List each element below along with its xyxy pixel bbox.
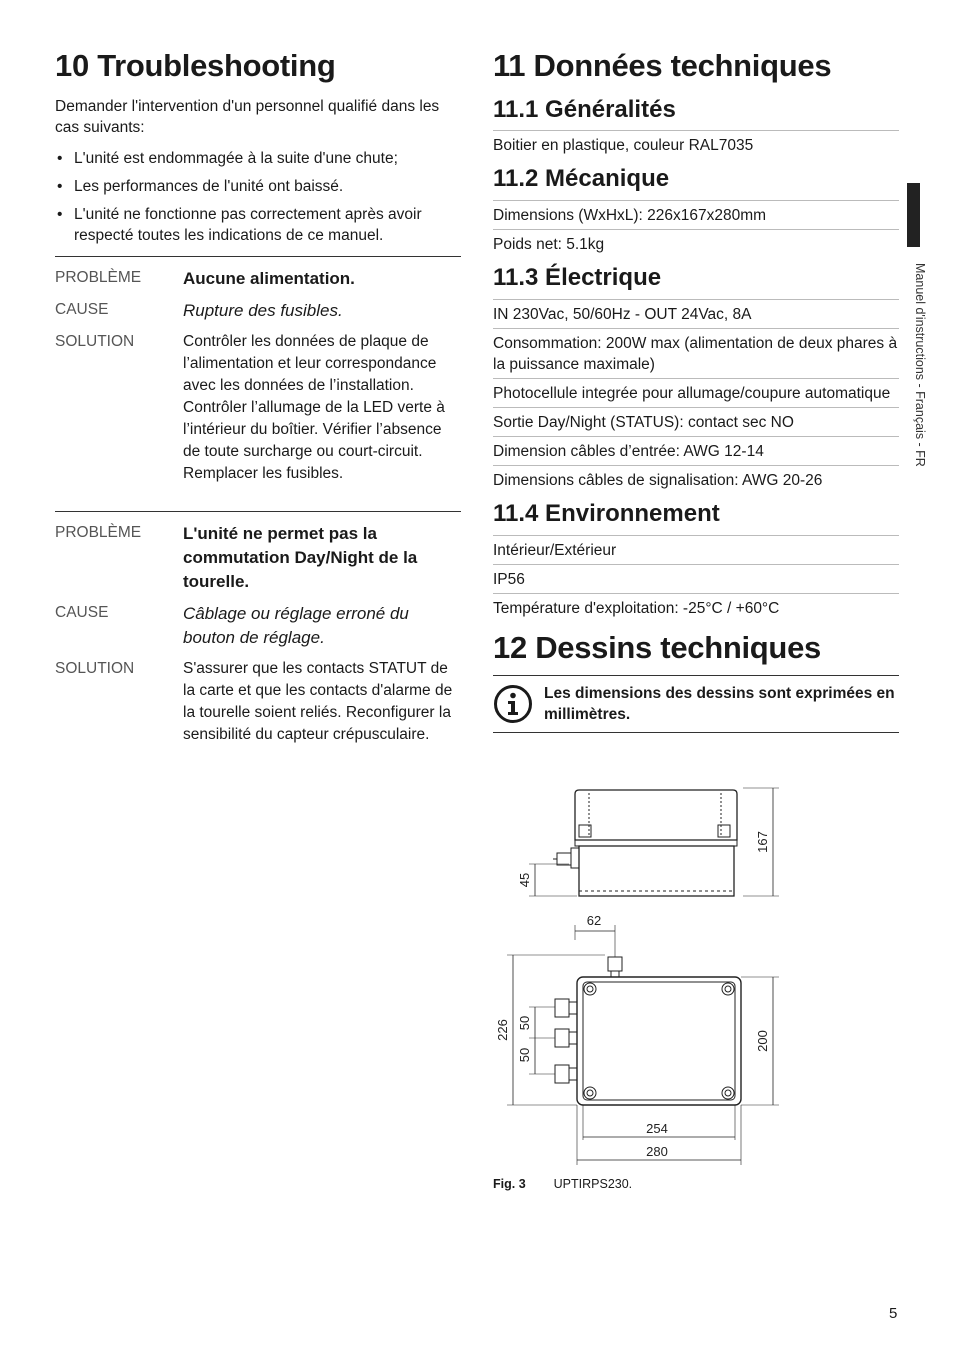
- dim-62: 62: [586, 913, 602, 928]
- spec-item: IN 230Vac, 50/60Hz - OUT 24Vac, 8A: [493, 300, 899, 329]
- dim-50: 50: [517, 1015, 532, 1031]
- troubleshooting-section: [55, 48, 461, 772]
- technical-drawing: [493, 785, 793, 1170]
- chapter-tab-marker: [907, 183, 920, 247]
- problem-text: Aucune alimentation.: [183, 268, 355, 288]
- dim-226: 226: [495, 1019, 510, 1041]
- technical-section: [493, 48, 899, 733]
- list-item: • L'unité est endommagée à la suite d'une chute;: [55, 148, 461, 169]
- spec-item: Boitier en plastique, couleur RAL7035: [493, 137, 754, 155]
- cause-text: Câblage ou réglage erroné du bouton de réglage.: [183, 603, 409, 647]
- spec-item: Consommation: 200W max (alimentation de deux phares à la puissance maximale): [493, 329, 899, 379]
- subsection-title: 11.3 Électrique: [493, 264, 899, 300]
- problem-label: PROBLÈME: [55, 268, 142, 286]
- dim-280: 280: [646, 1144, 668, 1159]
- spec-item: Dimension câbles d’entrée: AWG 12-14: [493, 437, 899, 466]
- list-item: • L'unité ne fonctionne pas correctement après avoir respecté toutes les indications de ce manuel.: [55, 204, 461, 246]
- figure-caption-text: UPTIRPS230.: [553, 1177, 633, 1191]
- spec-item: Photocellule integrée pour allumage/coupure automatique: [493, 379, 899, 408]
- top-view: [507, 925, 779, 1165]
- problem-label: PROBLÈME: [55, 523, 142, 541]
- subsection-title: 11.1 Généralités: [493, 96, 899, 132]
- spec-item: Intérieur/Extérieur: [493, 536, 899, 565]
- spec-section-electrical: [493, 264, 899, 494]
- spec-item: Dimensions (WxHxL): 226x167x280mm: [493, 201, 899, 230]
- problem-text: L'unité ne permet pas la commutation Day/Night de la tourelle.: [183, 523, 418, 591]
- spec-item: Sortie Day/Night (STATUS): contact sec NO: [493, 408, 899, 437]
- side-label: Manuel d'instructions - Français - FR: [913, 263, 927, 467]
- subsection-title: 11.4 Environnement: [493, 500, 899, 536]
- troubleshooting-intro: Demander l'intervention d'un personnel qualifié dans les cas suivants:: [55, 97, 440, 136]
- solution-text: Contrôler les données de plaque de l’alimentation et leur correspondance avec les données de l’installation. Contrôler l’allumage de la LED verte à l’intérieur du boîtier. Vérifier l’absence de toute surcharge ou court-circuit. Remplacer les fusibles.: [183, 332, 445, 482]
- cause-label: CAUSE: [55, 300, 109, 318]
- spec-item: IP56: [493, 565, 899, 594]
- spec-section-general: [493, 96, 899, 160]
- spec-section-mechanical: [493, 165, 899, 258]
- solution-text: S'assurer que les contacts STATUT de la carte et que les contacts d'alarme de la tourelle soient reliés. Reconfigurer la sensibilité du capteur crépusculaire.: [183, 659, 453, 743]
- dim-200: 200: [755, 1030, 770, 1052]
- page-number: 5: [889, 1305, 898, 1322]
- dim-254: 254: [646, 1121, 668, 1136]
- figure-label: Fig. 3: [493, 1177, 526, 1191]
- info-note-text: Les dimensions des dessins sont exprimées en millimètres.: [544, 685, 895, 724]
- cause-text: Rupture des fusibles.: [183, 300, 343, 320]
- troubleshooting-case-2: [55, 511, 461, 772]
- spec-item: Dimensions câbles de signalisation: AWG 20-26: [493, 472, 823, 490]
- dim-45: 45: [517, 872, 532, 888]
- side-view: [529, 788, 779, 896]
- solution-label: SOLUTION: [55, 332, 135, 350]
- spec-item: Poids net: 5.1kg: [493, 236, 605, 254]
- troubleshooting-case-1: [55, 256, 461, 511]
- subsection-title: 11.2 Mécanique: [493, 165, 899, 201]
- info-note: [493, 675, 899, 733]
- spec-section-environment: [493, 500, 899, 622]
- solution-label: SOLUTION: [55, 659, 135, 677]
- dim-50: 50: [517, 1047, 532, 1063]
- section-title-troubleshooting: 10 Troubleshooting: [55, 48, 336, 83]
- troubleshooting-list: [55, 148, 461, 246]
- info-icon: [493, 684, 533, 724]
- cause-label: CAUSE: [55, 603, 109, 621]
- section-title-drawings: 12 Dessins techniques: [493, 629, 821, 665]
- section-title-technical: 11 Données techniques: [493, 48, 832, 83]
- spec-item: Température d'exploitation: -25°C / +60°C: [493, 599, 780, 617]
- dim-167: 167: [755, 831, 770, 853]
- figure-caption: [493, 1177, 632, 1191]
- list-item: • Les performances de l'unité ont baissé.: [55, 176, 461, 197]
